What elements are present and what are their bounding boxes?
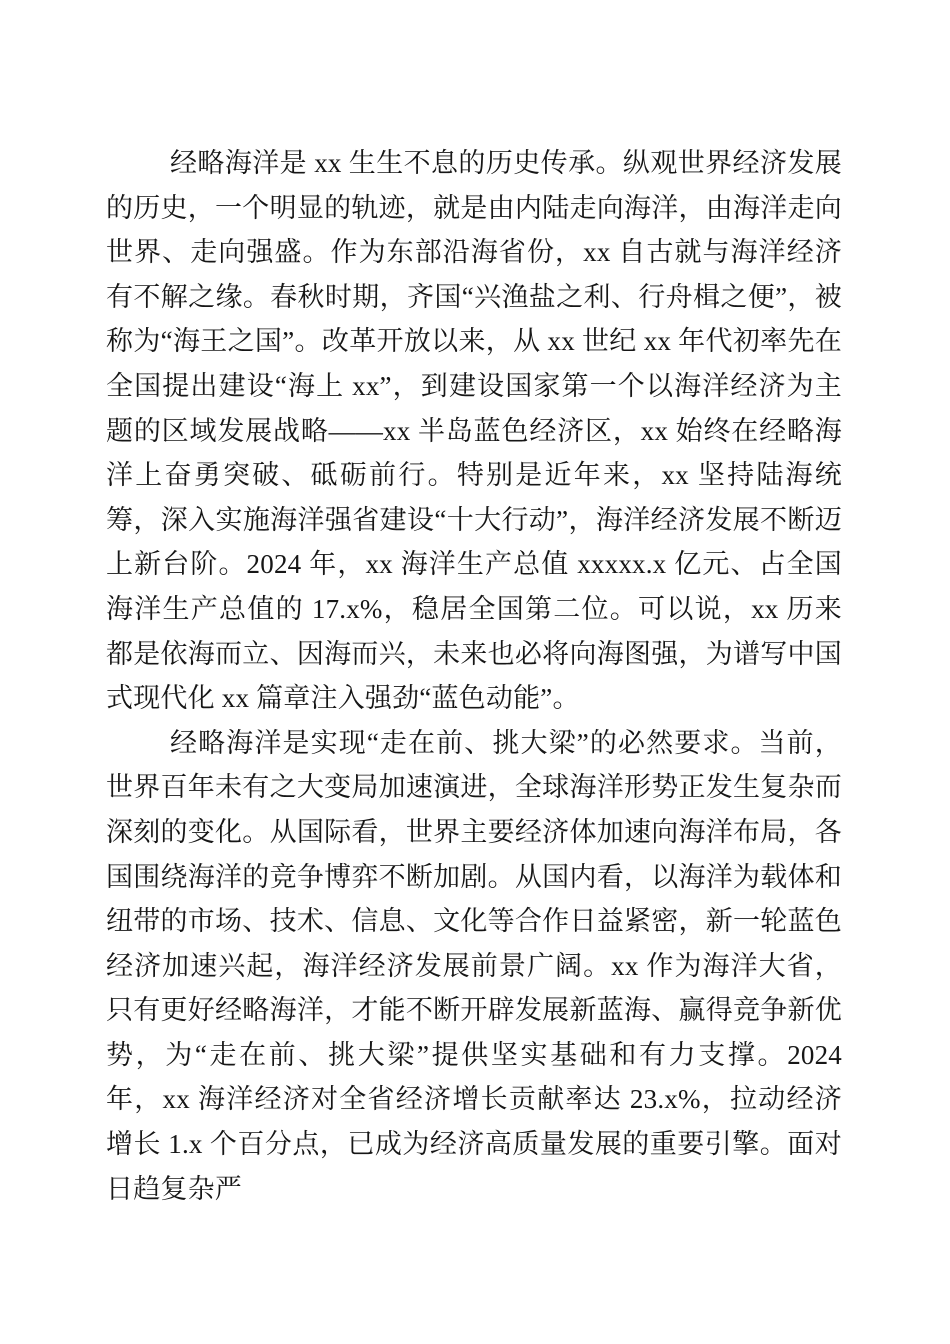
paragraph-2: 经略海洋是实现“走在前、挑大梁”的必然要求。当前，世界百年未有之大变局加速演进，全球海洋形势正发生复杂而深刻的变化。从国际看，世界主要经济体加速向海洋布局，各国围绕海洋的竞争博弈不断加剧。从国内看，以海洋为载体和纽带的市场、技术、信息、文化等合作日益紧密，新一轮蓝色经济加速兴起，海洋经济发展前景广阔。xx 作为海洋大省，只有更好经略海洋，才能不断开辟发展新蓝海、赢得竞争新优势，为“走在前、挑大梁”提供坚实基础和有力支撑。2024 年，xx 海洋经济对全省经济增长贡献率达 23.x%，拉动经济增长 1.x 个百分点，已成为经济高质量发展的重要引擎。面对日趋复杂严 [106,727,842,1204]
document-body [106,141,842,1211]
paragraph-1: 经略海洋是 xx 生生不息的历史传承。纵观世界经济发展的历史，一个明显的轨迹，就是由内陆走向海洋，由海洋走向世界、走向强盛。作为东部沿海省份，xx 自古就与海洋经济有不解之缘。春秋时期，齐国“兴渔盐之利、行舟楫之便”，被称为“海王之国”。改革开放以来，从 xx 世纪 xx 年代初率先在全国提出建设“海上 xx”，到建设国家第一个以海洋经济为主题的区域发展战略——xx 半岛蓝色经济区，xx 始终在经略海洋上奋勇突破、砥砺前行。特别是近年来，xx 坚持陆海统筹，深入实施海洋强省建设“十大行动”，海洋经济发展不断迈上新台阶。2024 年，xx 海洋生产总值 xxxxx.x 亿元、占全国海洋生产总值的 17.x%，稳居全国第二位。可以说，xx 历来都是依海而立、因海而兴，未来也必将向海图强，为谱写中国式现代化 xx 篇章注入强劲“蓝色动能”。 [106,148,842,714]
